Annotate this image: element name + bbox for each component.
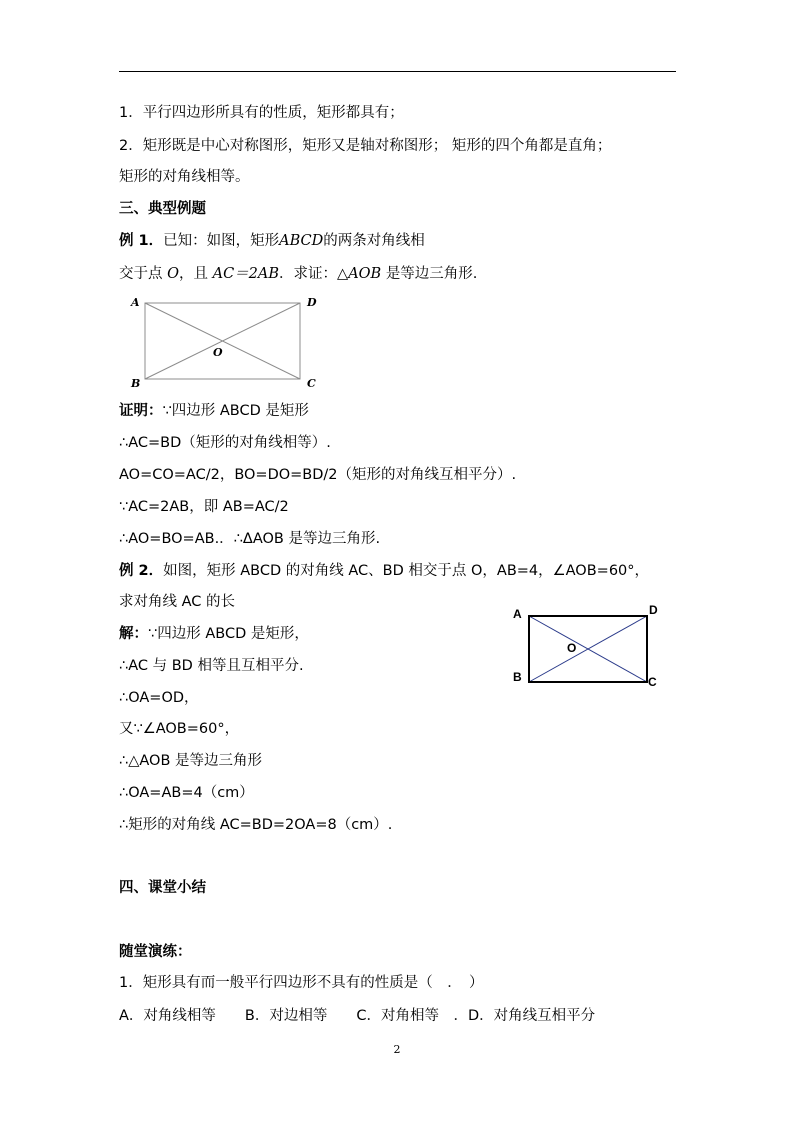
solution-label: 解： (119, 626, 148, 642)
example-1-line2-aob: AOB (348, 266, 382, 282)
figure-2-lines (529, 616, 647, 682)
example-1-prompt-b: 的两条对角线相 (323, 233, 425, 249)
proof-step-2: ∴AC=BD（矩形的对角线相等）. (119, 435, 331, 451)
practice-question-1-options: A．对角线相等 B．对边相等 C．对角相等 ．D．对角线互相平分 (119, 1008, 596, 1024)
figure-2-label-c: C (648, 675, 657, 689)
example-2-prompt-text: 如图，矩形 ABCD 的对角线 AC、BD 相交于点 O，AB=4，∠AOB=60°， (163, 563, 650, 579)
example-1-line2-c: ．求证：△ (279, 266, 349, 282)
proof-step-1: ∵四边形 ABCD 是矩形 (162, 403, 309, 419)
proof-step-4: ∵AC=2AB，即 AB=AC/2 (119, 499, 289, 515)
example-1-label: 例 1． (119, 233, 164, 249)
proof-step-5: ∴AO=BO=AB.．∴ΔAOB 是等边三角形. (119, 531, 381, 547)
example-1-line2-o: O (167, 266, 179, 282)
example-1-prompt-line-2 (119, 264, 477, 284)
example-1-line2-a: 交于点 (119, 266, 163, 282)
example-1-abcd: ABCD (279, 233, 324, 249)
property-line-3: 矩形的对角线相等。 (119, 169, 250, 185)
property-line-2: 2．矩形既是中心对称图形，矩形又是轴对称图形； 矩形的四个角都是直角； (119, 138, 612, 154)
figure-1-label-d: D (307, 296, 317, 309)
solution-step-7: ∴矩形的对角线 AC=BD=2OA=8（cm）. (119, 817, 393, 833)
solution-step-1: ∵四边形 ABCD 是矩形， (148, 626, 309, 642)
figure-2-label-b: B (513, 670, 522, 684)
solution-step-5: ∴△AOB 是等边三角形 (119, 753, 263, 769)
example-2-prompt (119, 561, 649, 581)
figure-1-label-b: B (131, 377, 141, 390)
figure-1-label-o: O (213, 346, 223, 359)
section-3-heading: 三、典型例题 (119, 201, 206, 217)
proof-step-3: AO=CO=AC/2，BO=DO=BD/2（矩形的对角线互相平分）. (119, 467, 517, 483)
practice-question-1: 1．矩形具有而一般平行四边形不具有的性质是（ ． ） (119, 975, 484, 991)
solution-step-3: ∴OA=OD， (119, 690, 199, 706)
figure-2-label-d: D (649, 603, 658, 617)
proof-label: 证明： (119, 403, 163, 419)
example-1-line2-eq: AC＝2AB (212, 266, 280, 282)
example-1-prompt (119, 231, 425, 251)
figure-1-lines (145, 303, 300, 379)
page-number: 2 (393, 1043, 401, 1056)
property-line-1: 1．平行四边形所具有的性质，矩形都具有； (119, 105, 404, 121)
rectangle-figure-1 (119, 290, 329, 394)
figure-2-label-o: O (567, 641, 577, 655)
example-1-line2-d: 是等边三角形. (385, 266, 478, 282)
example-1-line2-b: ，且 (179, 266, 208, 282)
figure-1-label-c: C (307, 377, 316, 390)
proof-line-1 (119, 401, 309, 421)
solution-step-6: ∴OA=AB=4（cm） (119, 785, 254, 801)
figure-1-label-a: A (131, 296, 140, 309)
solution-line-1 (119, 624, 309, 644)
practice-heading: 随堂演练： (119, 944, 192, 960)
header-rule (119, 71, 676, 72)
section-4-heading: 四、课堂小结 (119, 880, 206, 896)
example-2-prompt-2: 求对角线 AC 的长 (119, 594, 236, 610)
figure-2-label-a: A (513, 607, 522, 621)
rectangle-figure-2 (505, 600, 665, 692)
example-2-label: 例 2． (119, 563, 164, 579)
solution-step-2: ∴AC 与 BD 相等且互相平分. (119, 658, 304, 674)
example-1-prompt-a: 已知：如图，矩形 (163, 233, 280, 249)
solution-step-4: 又∵∠AOB=60°， (119, 721, 240, 737)
